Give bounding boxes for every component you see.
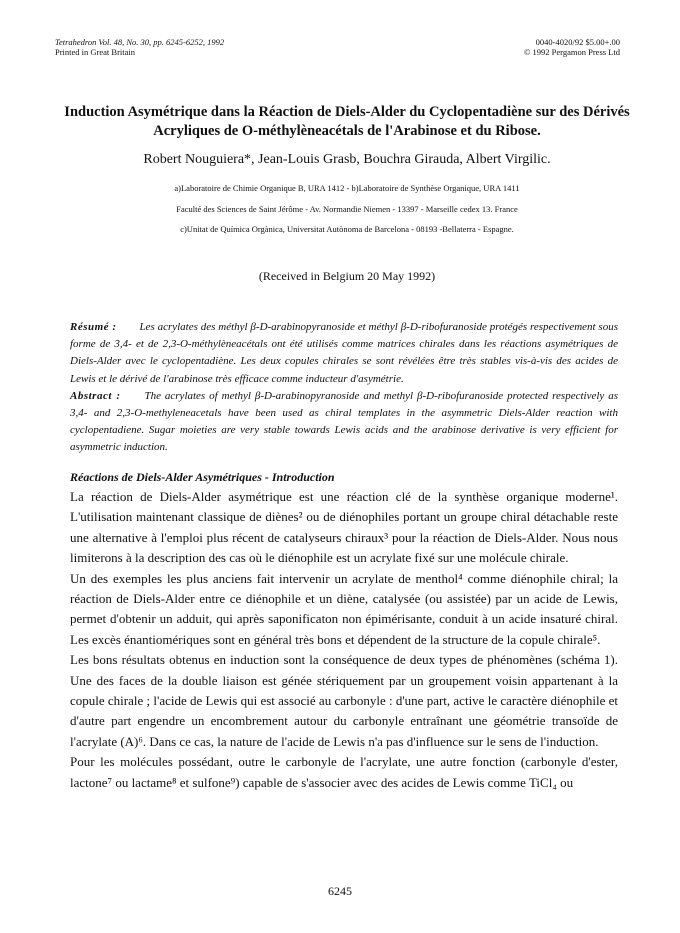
- affiliation-2: Faculté des Sciences de Saint Jérôme - Av. Normandie Niemen - 13397 - Marseille cedex 13. France: [176, 204, 518, 214]
- body-text: [70, 487, 618, 793]
- paper-title: Induction Asymétrique dans la Réaction de Diels-Alder du Cyclopentadiène sur des Dérivés Acryliques de O-méthylèneacétals de l'Arabinose et du Ribose.: [64, 104, 630, 139]
- paragraph: La réaction de Diels-Alder asymétrique est une réaction clé de la synthèse organique moderne¹. L'utilisation maintenant classique de diènes² ou de diénophiles portant un groupe chiral détachable reste une alternative à l'emploi plus récent de catalyseurs chiraux³ pour la réaction de Diels-Alder. Nous nous limiterons à la description des cas où le diénophile est un acrylate fixé sur une molécule chirale.: [70, 489, 618, 566]
- page-number: 6245: [328, 884, 352, 898]
- resume-label: Résumé :: [70, 321, 117, 333]
- journal-citation: Tetrahedron Vol. 48, No. 30, pp. 6245-6252, 1992: [55, 37, 225, 47]
- received-date: (Received in Belgium 20 May 1992): [258, 269, 436, 283]
- copyright: © 1992 Pergamon Press Ltd: [523, 47, 620, 57]
- publisher-info: [400, 37, 620, 57]
- resume: [70, 319, 618, 388]
- affiliation-3: c)Unitat de Química Orgànica, Universitat Autònoma de Barcelona - 08193 -Bellaterra - Espagne.: [180, 224, 514, 234]
- resume-text: Les acrylates des méthyl β-D-arabinopyranoside et méthyl β-D-ribofuranoside protégés respectivement sous forme de 3,4- et de 2,3-O-méthylèneacétals ont été utilisés comme matrices chirales dans les réactions asymétriques de Diels-Alder avec le cyclopentadiène. Les deux copules chirales se sont révélées être très stables vis-à-vis des acides de Lewis et le dérivé de l'arabinose très efficace comme inducteur d'asymétrie.: [70, 321, 618, 385]
- paragraph: Un des exemples les plus anciens fait intervenir un acrylate de menthol⁴ comme diénophile chiral; la réaction de Diels-Alder entre ce diénophile et un diène, catalysée (ou assistée) par un acide de Lewis, permet d'obtenir un adduit, qui après saponificaton non épimérisante, conduit à un acide insaturé chiral. Les excès énantiomériques sont en général très bons et dépendent de la structure de la copule chirale⁵.: [70, 570, 618, 647]
- authors: Robert Nouguiera*, Jean-Louis Grasb, Bouchra Girauda, Albert Virgilic.: [143, 152, 551, 167]
- affiliation-1: a)Laboratoire de Chimie Organique B, URA 1412 - b)Laboratoire de Synthèse Organique, URA 1411: [174, 183, 520, 193]
- abstract-text: The acrylates of methyl β-D-arabinopyranoside and methyl β-D-ribofuranoside protected respectively as 3,4- and 2,3-O-methyleneacetals have been used as chiral templates in the asymmetric Diels-Alder reaction with cyclopentadiene. Sugar moieties are very stable towards Lewis acids and the arabinose derivative is very efficient for asymmetric induction.: [70, 389, 619, 454]
- paragraph: Pour les molécules possédant, outre le carbonyle de l'acrylate, une autre fonction (carbonyle d'ester, lactone⁷ ou lactame⁸ et sulfone⁹) capable de s'associer avec des acides de Lewis comme TiCl₄ ou: [70, 754, 618, 790]
- journal-info: [55, 37, 375, 57]
- paragraph: Les bons résultats obtenus en induction sont la conséquence de deux types de phénomènes (schéma 1). Une des faces de la double liaison est génée stériquement par un groupement voisin appartenant à la copule chirale ; l'acide de Lewis qui est associé au carbonyle : d'une part, active le caractère diénophile et d'autre part engendre un encombrement autour du carbonyle entraînant une géométrie transoïde de l'acrylate (A)⁶. Dans ce cas, la nature de l'acide de Lewis n'a pas d'influence sur le sens de l'induction.: [70, 652, 618, 749]
- abstract-label: Abstract :: [70, 389, 121, 402]
- abstract-block: [70, 319, 618, 457]
- abstract: [70, 388, 618, 457]
- section-heading: Réactions de Diels-Alder Asymétriques - Introduction: [70, 470, 335, 484]
- issn-price: 0040-4020/92 $5.00+.00: [535, 37, 620, 47]
- printed-in: Printed in Great Britain: [55, 47, 136, 57]
